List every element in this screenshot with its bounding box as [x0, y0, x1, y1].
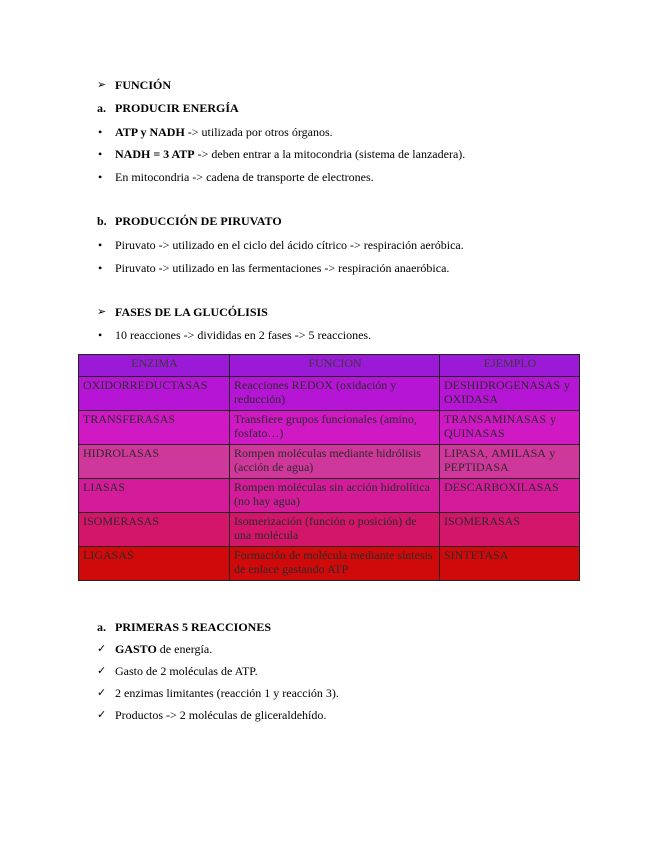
bullet-icon: • [98, 261, 103, 275]
cell-enzima: ISOMERASAS [79, 513, 230, 547]
cell-funcion: Reacciones REDOX (oxidación y reducción) [230, 377, 440, 411]
item-text: En mitocondria -> cadena de transporte de electrones. [115, 170, 374, 184]
item-text: 2 enzimas limitantes (reacción 1 y reacción 3). [115, 686, 339, 700]
checkmark-icon: ✓ [97, 709, 107, 721]
item-text: -> utilizada por otros órganos. [184, 125, 333, 139]
cell-enzima: LIASAS [79, 479, 230, 513]
subsection-title: PRODUCCIÓN DE PIRUVATO [115, 214, 282, 228]
section-title: FUNCIÓN [115, 78, 171, 92]
cell-ejemplo: LIPASA, AMILASA y PEPTIDASA [440, 445, 580, 479]
section-title: FASES DE LA GLUCÓLISIS [115, 305, 268, 319]
bullet-icon: • [98, 328, 103, 342]
item-text: Productos -> 2 moléculas de gliceraldehído. [115, 708, 327, 722]
bold-term: NADH = 3 ATP [115, 147, 195, 161]
item-text: -> deben entrar a la mitocondria (sistema de lanzadera). [194, 147, 466, 161]
item-text: Piruvato -> utilizado en el ciclo del ácido cítrico -> respiración aeróbica. [115, 238, 464, 252]
checkmark-icon: ✓ [97, 665, 107, 677]
cell-enzima: LIGASAS [79, 547, 230, 581]
enzyme-table [78, 354, 580, 581]
cell-ejemplo: ISOMERASAS [440, 513, 580, 547]
table-row [79, 547, 580, 581]
checkmark-icon: ✓ [97, 643, 107, 655]
cell-ejemplo: DESHIDROGENASAS y OXIDASA [440, 377, 580, 411]
subsection-title: PRIMERAS 5 REACCIONES [115, 620, 272, 634]
bullet-icon: • [98, 147, 103, 161]
item-text: Gasto de 2 moléculas de ATP. [115, 664, 258, 678]
bold-term: ATP y NADH [115, 125, 185, 139]
cell-funcion: Transfiere grupos funcionales (amino, fosfato…) [230, 411, 440, 445]
cell-ejemplo: TRANSAMINASAS y QUINASAS [440, 411, 580, 445]
cell-enzima: HIDROLASAS [79, 445, 230, 479]
list-letter: a. [97, 101, 106, 115]
table-row [79, 479, 580, 513]
cell-enzima: TRANSFERASAS [79, 411, 230, 445]
list-letter: a. [97, 620, 106, 634]
arrow-bullet-icon: ➢ [97, 306, 107, 318]
table-header-row [79, 355, 580, 377]
arrow-bullet-icon: ➢ [97, 79, 107, 91]
cell-funcion: Formación de molécula mediante síntesis de enlace gastando ATP [230, 547, 440, 581]
list-letter: b. [97, 214, 107, 228]
subsection-title: PRODUCIR ENERGÍA [115, 101, 239, 115]
item-text: Piruvato -> utilizado en las fermentaciones -> respiración anaeróbica. [115, 261, 450, 275]
item-text: de energía. [156, 642, 213, 656]
header-funcion: FUNCION [230, 355, 440, 377]
table-row [79, 411, 580, 445]
table-row [79, 445, 580, 479]
cell-ejemplo: SINTETASA [440, 547, 580, 581]
checkmark-icon: ✓ [97, 687, 107, 699]
header-enzima: ENZIMA [79, 355, 230, 377]
cell-enzima: OXIDORREDUCTASAS [79, 377, 230, 411]
bullet-icon: • [98, 170, 103, 184]
item-text: 10 reacciones -> divididas en 2 fases -> 5 reacciones. [115, 328, 372, 342]
cell-funcion: Isomerización (función o posición) de una molécula [230, 513, 440, 547]
bold-term: GASTO [115, 642, 157, 656]
cell-funcion: Rompen moléculas sin acción hidrolítica (no hay agua) [230, 479, 440, 513]
cell-funcion: Rompen moléculas mediante hidrólisis (acción de agua) [230, 445, 440, 479]
bullet-icon: • [98, 125, 103, 139]
bullet-icon: • [98, 238, 103, 252]
header-ejemplo: EJEMPLO [440, 355, 580, 377]
table-row [79, 377, 580, 411]
table-row [79, 513, 580, 547]
cell-ejemplo: DESCARBOXILASAS [440, 479, 580, 513]
